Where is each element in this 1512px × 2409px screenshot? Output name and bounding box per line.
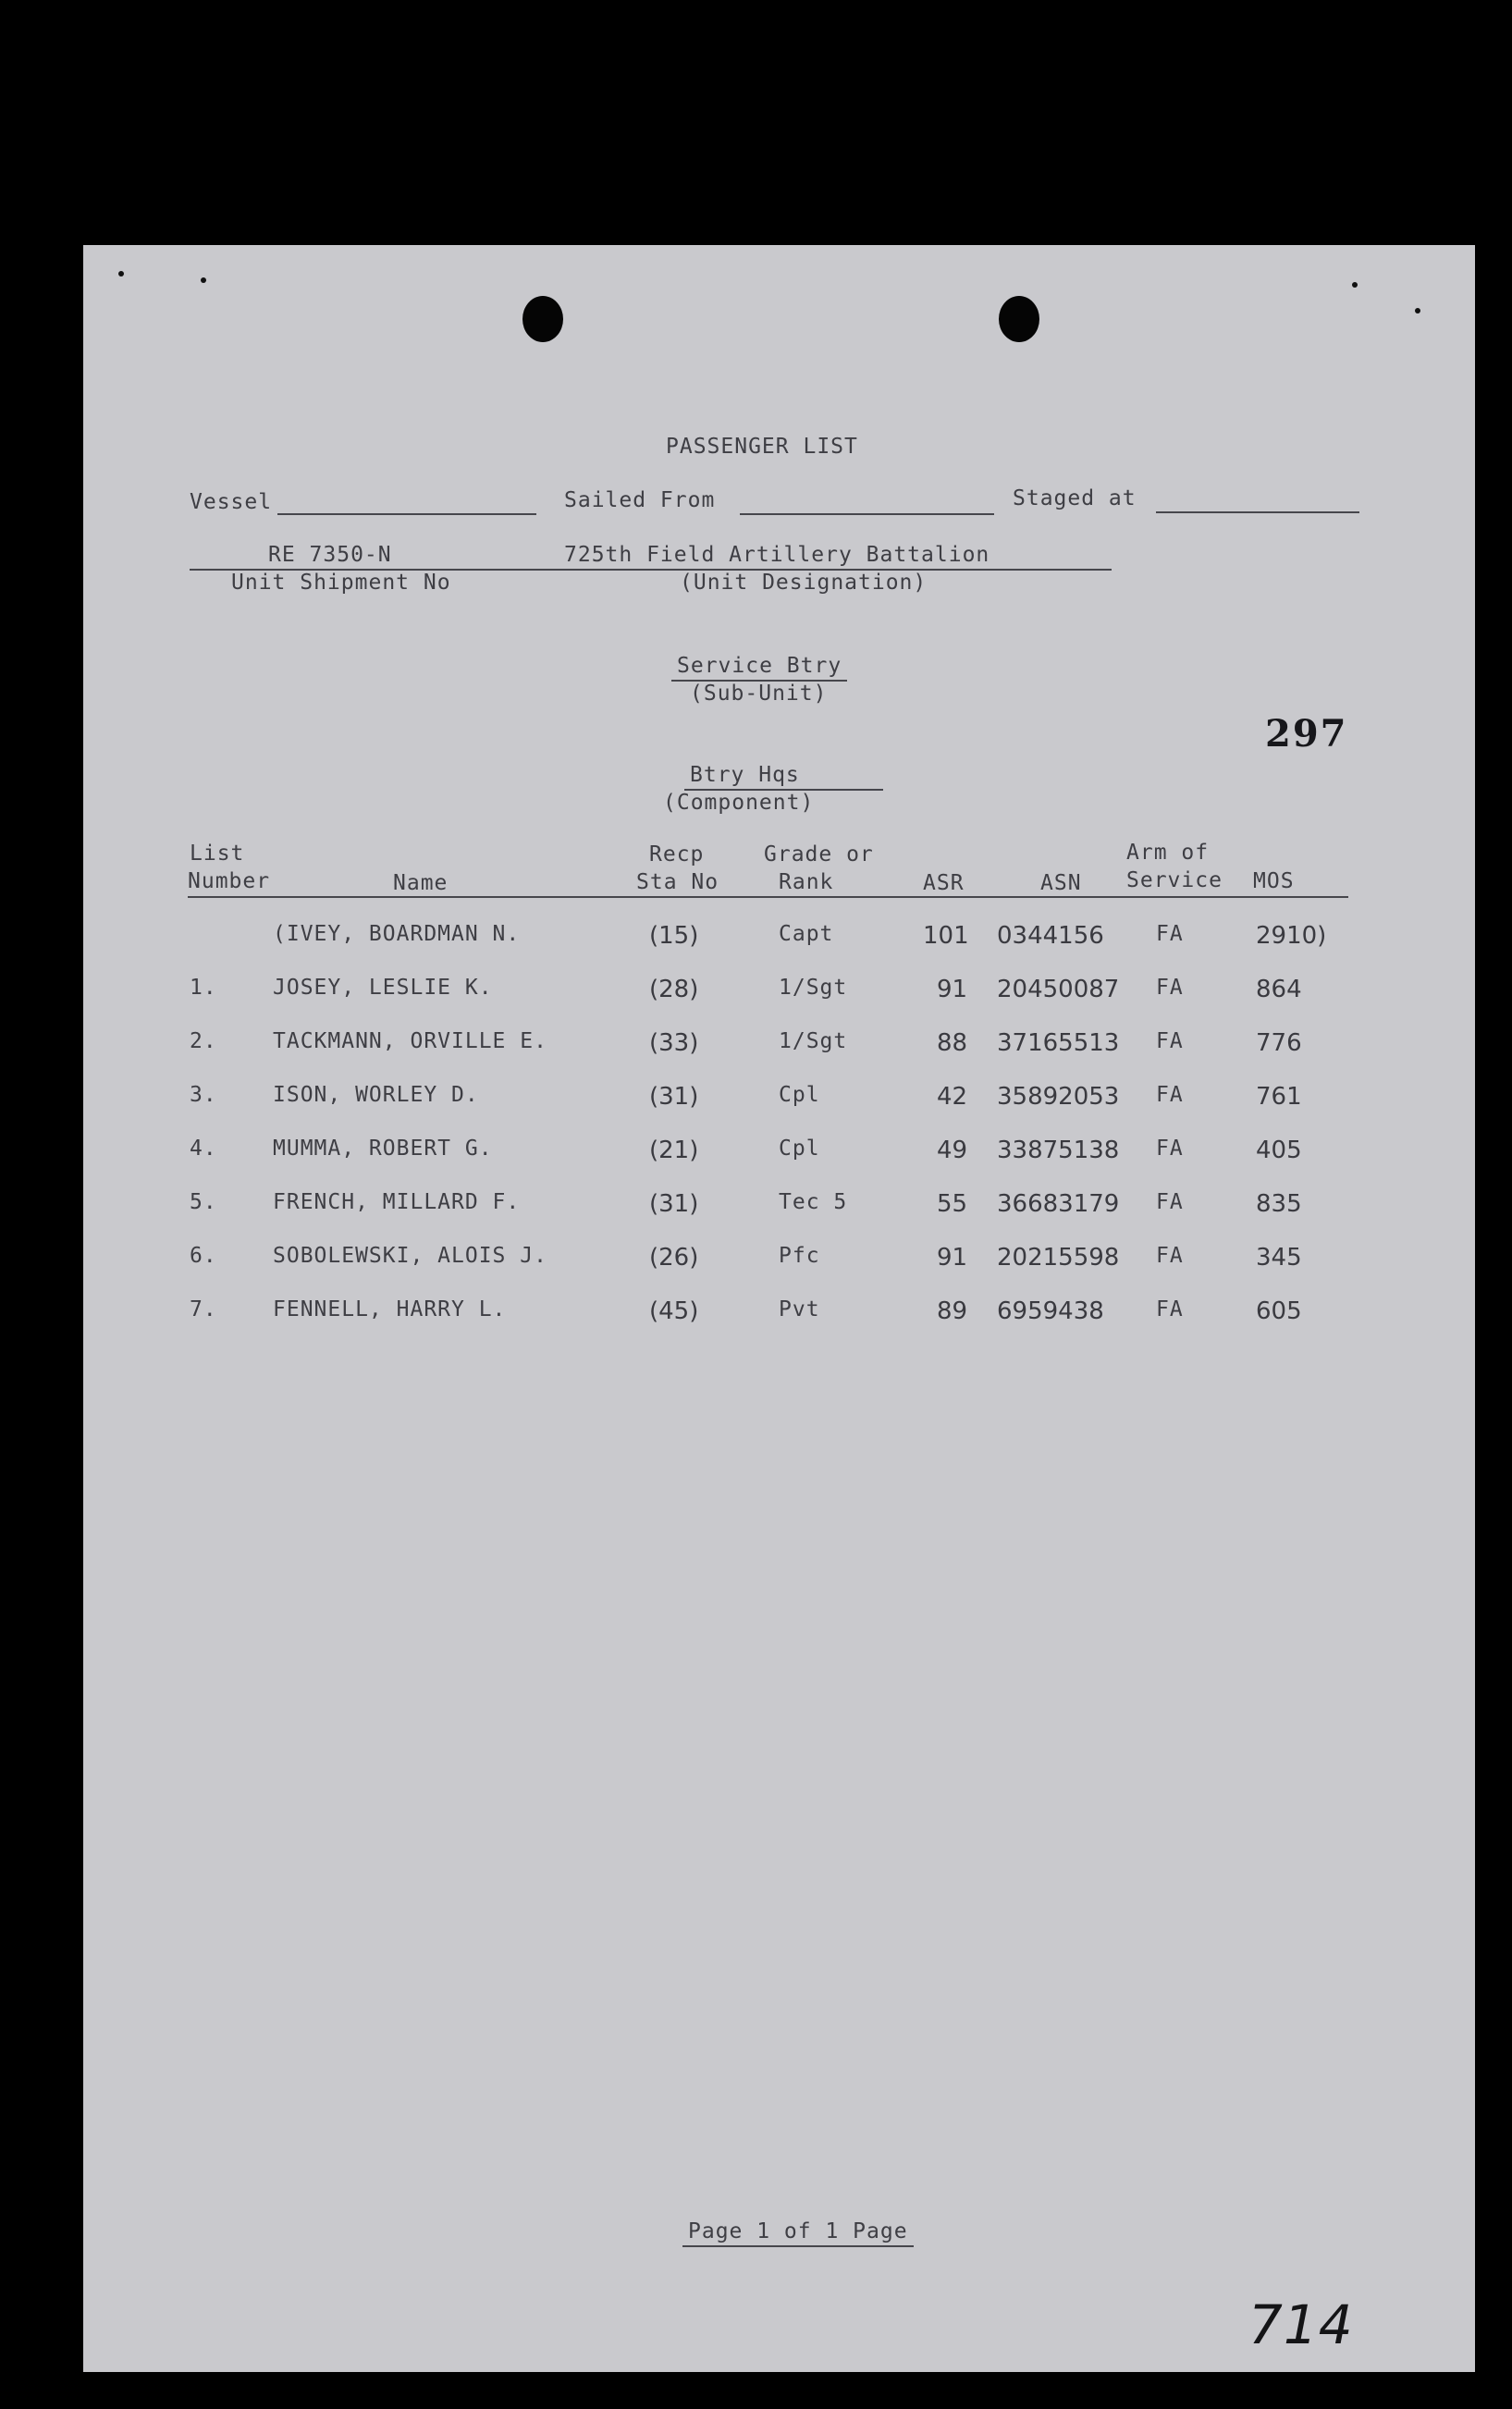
cell-name: ISON, WORLEY D. (273, 1083, 479, 1107)
header-arm-of: Arm of (1126, 841, 1210, 865)
cell-recp: (45) (649, 1297, 699, 1325)
speck (118, 271, 124, 277)
cell-arm: FA (1156, 1190, 1184, 1214)
cell-recp: (33) (649, 1029, 699, 1057)
unit-designation-label: (Unit Designation) (680, 571, 928, 595)
cell-asn: 37165513 (997, 1029, 1120, 1057)
cell-asr: 89 (937, 1297, 968, 1325)
sailed-from-label: Sailed From (564, 488, 716, 512)
cell-name: JOSEY, LESLIE K. (273, 976, 493, 1000)
cell-grade: Tec 5 (779, 1190, 848, 1214)
header-rule (188, 896, 1348, 898)
cell-asn: 6959438 (997, 1297, 1104, 1325)
cell-name: SOBOLEWSKI, ALOIS J. (273, 1244, 547, 1268)
table-row (83, 1029, 1475, 1066)
cell-recp: (31) (649, 1190, 699, 1218)
sub-unit: Service Btry (671, 654, 847, 682)
header-rank: Rank (779, 870, 834, 894)
cell-grade: Pvt (779, 1297, 820, 1321)
vessel-label: Vessel (190, 490, 273, 514)
unit-shipment-number: RE 7350-N (268, 543, 392, 567)
cell-name: (IVEY, BOARDMAN N. (273, 922, 521, 946)
cell-asn: 36683179 (997, 1190, 1120, 1218)
punch-hole (999, 296, 1039, 342)
cell-grade: Cpl (779, 1083, 820, 1107)
table-row (83, 1083, 1475, 1120)
speck (1415, 308, 1420, 313)
cell-mos: 776 (1256, 1029, 1302, 1057)
cell-recp: (21) (649, 1137, 699, 1164)
cell-asr: 55 (937, 1190, 968, 1218)
cell-number: 1. (190, 976, 217, 1000)
cell-mos: 345 (1256, 1244, 1302, 1272)
cell-name: TACKMANN, ORVILLE E. (273, 1029, 547, 1053)
cell-mos: 835 (1256, 1190, 1302, 1218)
cell-arm: FA (1156, 1244, 1184, 1268)
cell-arm: FA (1156, 1029, 1184, 1053)
cell-arm: FA (1156, 1297, 1184, 1321)
cell-mos: 2910) (1256, 922, 1327, 950)
header-recp: Recp (649, 842, 705, 867)
staged-at-field-line (1156, 511, 1359, 513)
cell-asr: 91 (937, 1244, 968, 1272)
cell-asr: 91 (937, 976, 968, 1003)
cell-asn: 20215598 (997, 1244, 1120, 1272)
header-asr: ASR (923, 871, 965, 895)
vessel-field-line (277, 513, 536, 515)
cell-recp: (31) (649, 1083, 699, 1111)
table-row (83, 1297, 1475, 1334)
speck (201, 277, 206, 283)
component-label: (Component) (663, 791, 815, 815)
cell-name: FENNELL, HARRY L. (273, 1297, 507, 1321)
cell-recp: (26) (649, 1244, 699, 1272)
cell-name: FRENCH, MILLARD F. (273, 1190, 521, 1214)
cell-asn: 35892053 (997, 1083, 1120, 1111)
cell-name: MUMMA, ROBERT G. (273, 1137, 493, 1161)
cell-asn: 33875138 (997, 1137, 1120, 1164)
cell-number: 7. (190, 1297, 217, 1321)
cell-number: 3. (190, 1083, 217, 1107)
cell-asr: 88 (937, 1029, 968, 1057)
cell-asn: 20450087 (997, 976, 1120, 1003)
table-row (83, 1244, 1475, 1281)
cell-recp: (28) (649, 976, 699, 1003)
table-row (83, 1190, 1475, 1227)
cell-arm: FA (1156, 1137, 1184, 1161)
sub-unit-label: (Sub-Unit) (690, 682, 828, 706)
sailed-from-field-line (740, 513, 994, 515)
speck (1352, 282, 1358, 288)
cell-grade: Capt (779, 922, 834, 946)
handwritten-page-number: 714 (1248, 2293, 1354, 2356)
cell-number: 4. (190, 1137, 217, 1161)
form-title: PASSENGER LIST (666, 435, 858, 459)
header-grade-or: Grade or (764, 842, 874, 867)
cell-number: 2. (190, 1029, 217, 1053)
unit-designation: 725th Field Artillery Battalion (564, 543, 990, 567)
cell-recp: (15) (649, 922, 699, 950)
component: Btry Hqs (684, 763, 883, 791)
table-row (83, 1137, 1475, 1174)
header-number: Number (188, 869, 271, 893)
punch-hole (522, 296, 563, 342)
header-name: Name (393, 871, 449, 895)
stamp-number: 297 (1265, 712, 1348, 756)
cell-mos: 605 (1256, 1297, 1302, 1325)
table-row (83, 976, 1475, 1013)
document-page (83, 245, 1475, 2372)
header-asn: ASN (1040, 871, 1082, 895)
cell-grade: 1/Sgt (779, 976, 848, 1000)
header-sta-no: Sta No (636, 870, 719, 894)
cell-asn: 0344156 (997, 922, 1104, 950)
page-footer: Page 1 of 1 Page (682, 2219, 914, 2247)
cell-arm: FA (1156, 976, 1184, 1000)
cell-number: 5. (190, 1190, 217, 1214)
header-service: Service (1126, 868, 1223, 892)
cell-grade: 1/Sgt (779, 1029, 848, 1053)
cell-arm: FA (1156, 922, 1184, 946)
unit-shipment-label: Unit Shipment No (231, 571, 451, 595)
cell-mos: 761 (1256, 1083, 1302, 1111)
cell-grade: Cpl (779, 1137, 820, 1161)
cell-arm: FA (1156, 1083, 1184, 1107)
cell-asr: 101 (923, 922, 969, 950)
staged-at-label: Staged at (1013, 486, 1137, 510)
header-mos: MOS (1253, 869, 1295, 893)
header-list: List (190, 842, 245, 866)
cell-grade: Pfc (779, 1244, 820, 1268)
cell-mos: 864 (1256, 976, 1302, 1003)
cell-number: 6. (190, 1244, 217, 1268)
cell-asr: 42 (937, 1083, 968, 1111)
cell-asr: 49 (937, 1137, 968, 1164)
cell-mos: 405 (1256, 1137, 1302, 1164)
table-row (83, 922, 1475, 959)
